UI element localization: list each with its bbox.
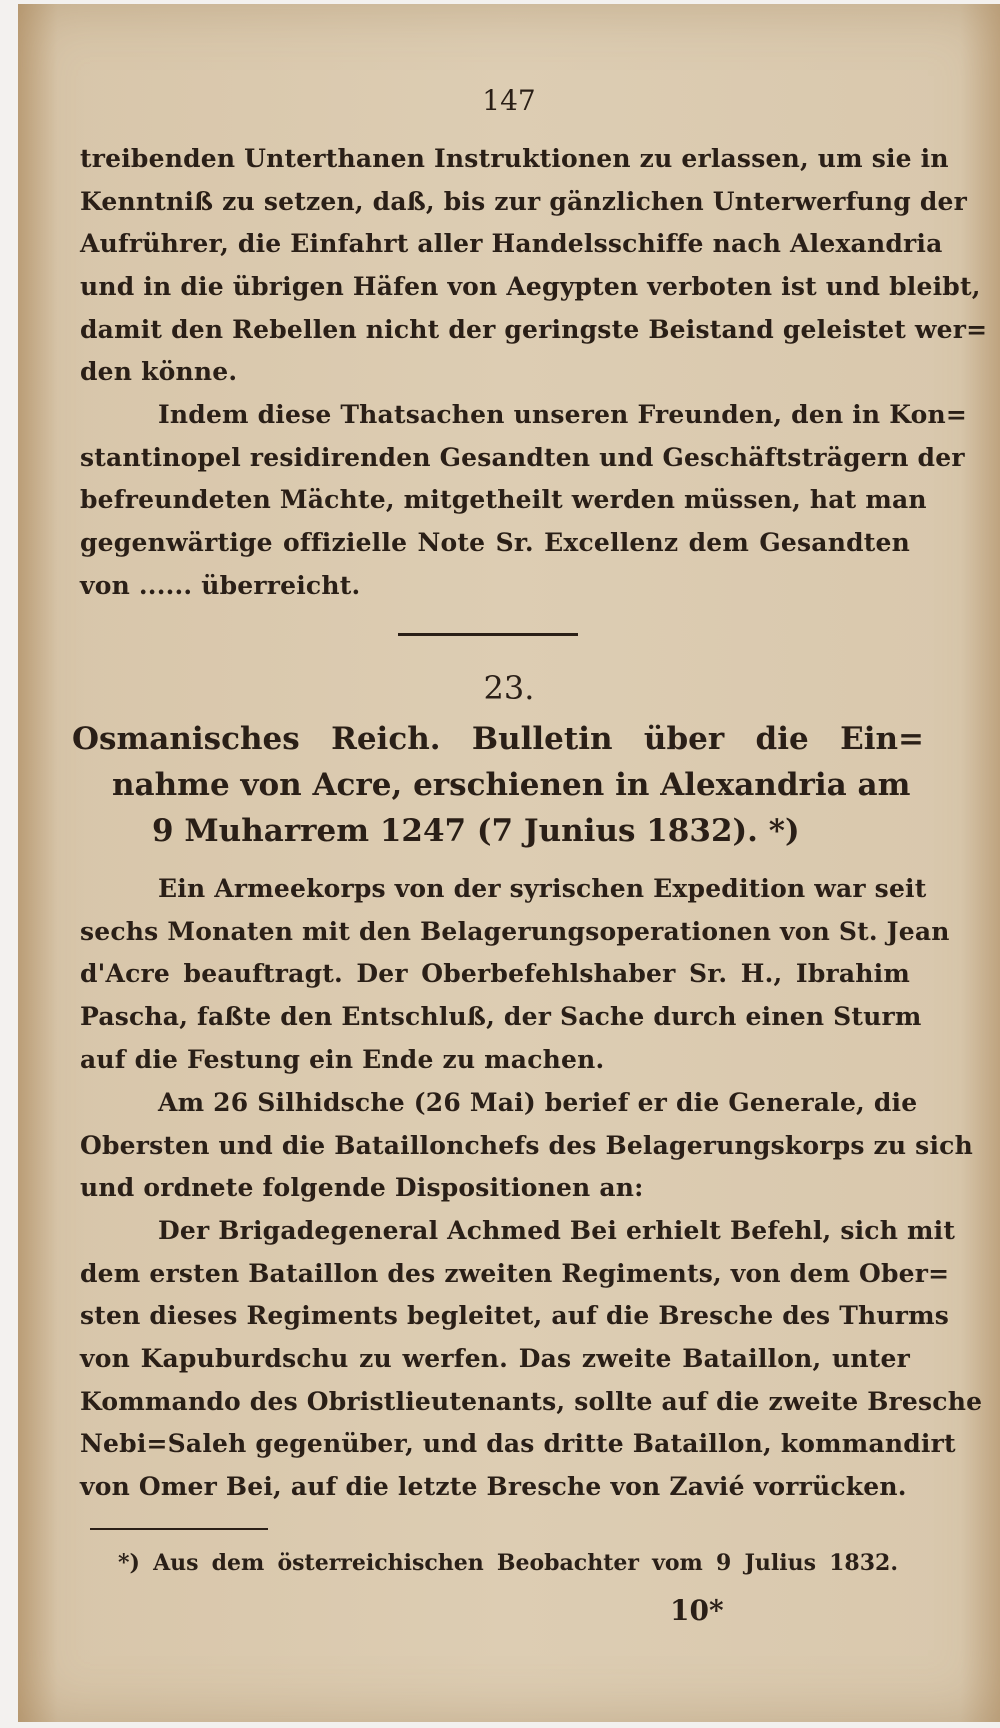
heading-line: 9 Muharrem 1247 (7 Junius 1832). *) xyxy=(152,813,800,849)
heading-line: Osmanisches Reich. Bulletin über die Ein= xyxy=(72,721,924,757)
text-line: stantinopel residirenden Gesandten und Geschäftsträgern der xyxy=(80,442,965,472)
text-line: Ein Armeekorps von der syrischen Expedition war seit xyxy=(158,874,927,903)
text-line: und ordnete folgende Dispositionen an: xyxy=(80,1173,644,1203)
section-number: 23. xyxy=(483,669,535,707)
text-line: von Omer Bei, auf die letzte Bresche von Zavié vorrücken. xyxy=(80,1472,907,1502)
paragraph-3 xyxy=(80,868,950,1081)
text-line: Kenntniß zu setzen, daß, bis zur gänzlichen Unterwerfung der xyxy=(80,186,968,216)
paragraph-5 xyxy=(80,1210,983,1509)
text-line: sechs Monaten mit den Belagerungsoperationen von St. Jean xyxy=(80,916,950,946)
text-line: Der Brigadegeneral Achmed Bei erhielt Befehl, sich mit xyxy=(158,1216,956,1245)
heading-line: nahme von Acre, erschienen in Alexandria am xyxy=(112,767,911,803)
signature-mark: 10* xyxy=(670,1594,724,1627)
text-line: Pascha, faßte den Entschluß, der Sache durch einen Sturm xyxy=(80,1002,922,1032)
text-line: und in die übrigen Häfen von Aegypten verboten ist und bleibt, xyxy=(80,272,981,302)
text-line: Aufrührer, die Einfahrt aller Handelsschiffe nach Alexandria xyxy=(80,229,943,259)
text-line: den könne. xyxy=(80,357,238,387)
text-line: von Kapuburdschu zu werfen. Das zweite Bataillon, unter xyxy=(80,1344,910,1374)
text-line: von ...... überreicht. xyxy=(80,570,361,600)
paragraph-2 xyxy=(80,394,967,607)
text-line: treibenden Unterthanen Instruktionen zu erlassen, um sie in xyxy=(80,144,949,173)
text-line: dem ersten Bataillon des zweiten Regiments, von dem Ober= xyxy=(80,1258,950,1288)
page-number: 147 xyxy=(482,84,536,117)
footnote-rule xyxy=(90,1528,268,1530)
text-line: damit den Rebellen nicht der geringste Beistand geleistet wer= xyxy=(80,314,988,344)
text-line: Nebi=Saleh gegenüber, und das dritte Bataillon, kommandirt xyxy=(80,1429,956,1459)
text-line: auf die Festung ein Ende zu machen. xyxy=(80,1044,605,1074)
text-line: d'Acre beauftragt. Der Oberbefehlshaber Sr. H., Ibrahim xyxy=(80,959,910,989)
section-divider xyxy=(398,633,578,636)
text-line: gegenwärtige offizielle Note Sr. Excellenz dem Gesandten xyxy=(80,528,910,558)
text-line: Am 26 Silhidsche (26 Mai) berief er die Generale, die xyxy=(158,1088,918,1117)
paragraph-1 xyxy=(80,138,988,394)
section-heading xyxy=(72,716,924,854)
text-line: Indem diese Thatsachen unseren Freunden, den in Kon= xyxy=(158,400,967,429)
book-page xyxy=(18,4,1000,1722)
footnote: *) Aus dem österreichischen Beobachter vom 9 Julius 1832. xyxy=(118,1550,898,1576)
text-line: Obersten und die Bataillonchefs des Belagerungskorps zu sich xyxy=(80,1130,973,1160)
paragraph-4 xyxy=(80,1082,973,1210)
text-line: befreundeten Mächte, mitgetheilt werden müssen, hat man xyxy=(80,485,927,515)
text-line: sten dieses Regiments begleitet, auf die Bresche des Thurms xyxy=(80,1301,950,1331)
text-line: Kommando des Obristlieutenants, sollte auf die zweite Bresche xyxy=(80,1386,983,1416)
